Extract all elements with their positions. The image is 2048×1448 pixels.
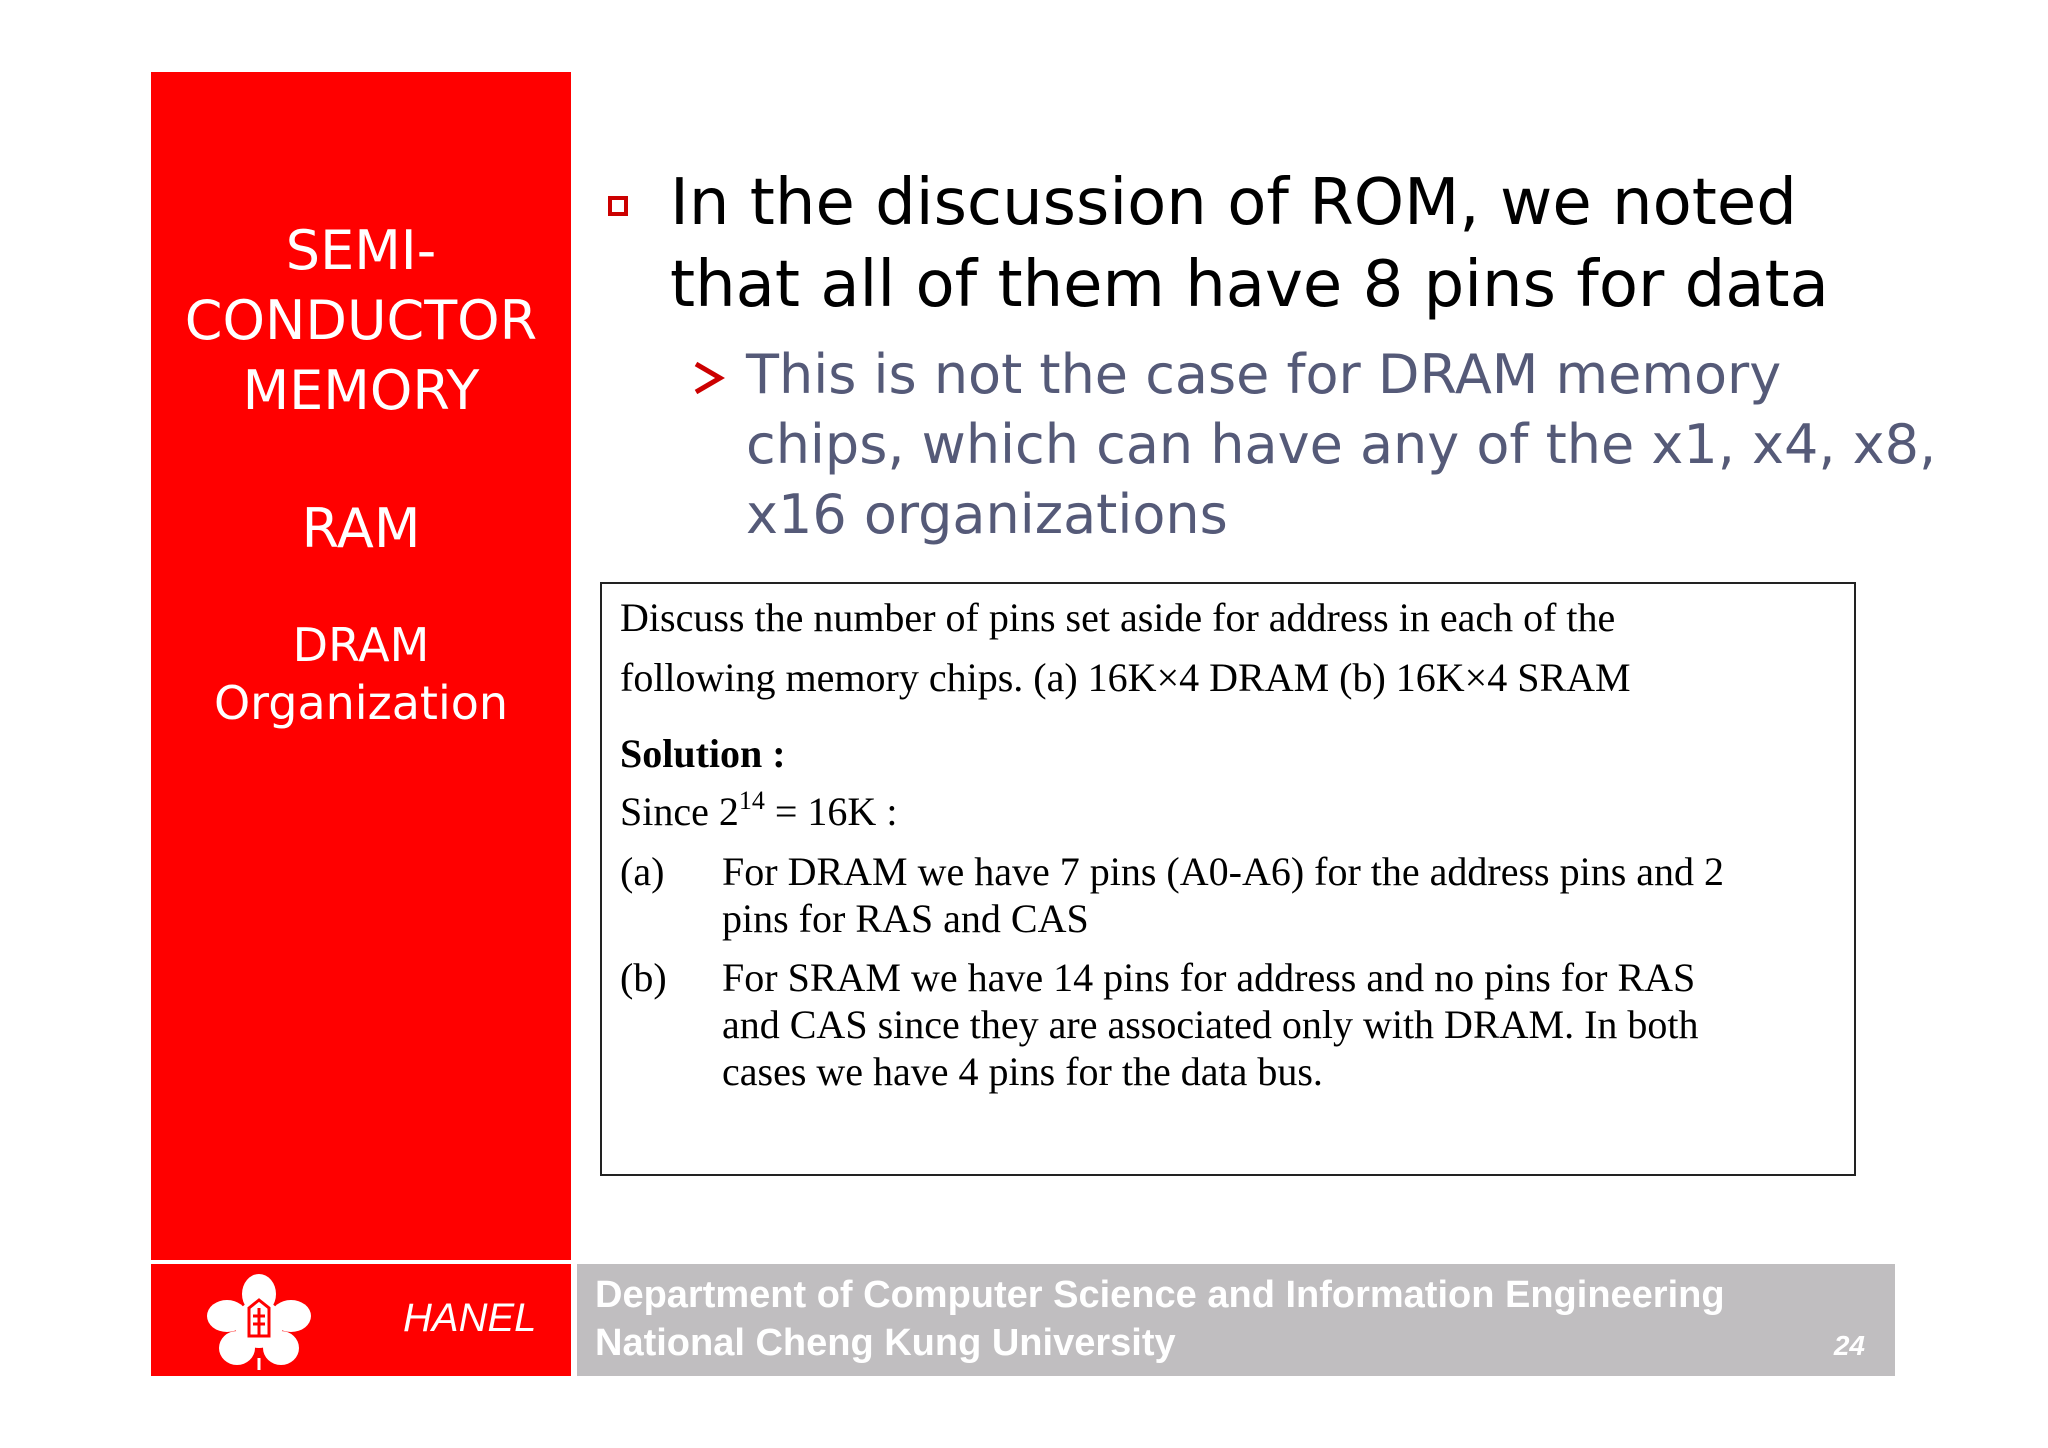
main-bullet-line: that all of them have 8 pins for data bbox=[670, 248, 1829, 322]
author-name: HANEL bbox=[403, 1296, 537, 1340]
question-line: Discuss the number of pins set aside for address in each of the bbox=[620, 595, 1616, 640]
item-label: (a) bbox=[620, 849, 665, 894]
university-name: National Cheng Kung University bbox=[595, 1322, 1176, 1364]
sidebar-subsection-line: Organization bbox=[213, 676, 509, 730]
since-prefix: Since 2 bbox=[620, 789, 739, 834]
footer-left bbox=[151, 1264, 571, 1376]
question-line: following memory chips. (a) 16K×4 DRAM (b) 16K×4 SRAM bbox=[620, 655, 1631, 700]
main-bullet-line: In the discussion of ROM, we noted bbox=[670, 166, 1797, 240]
sidebar-subsection-line: DRAM bbox=[292, 618, 430, 672]
since-suffix: = 16K : bbox=[764, 789, 898, 834]
item-line: cases we have 4 pins for the data bus. bbox=[722, 1049, 1323, 1094]
footer-right bbox=[577, 1264, 1895, 1376]
item-label: (b) bbox=[620, 955, 667, 1000]
item-line: pins for RAS and CAS bbox=[722, 896, 1089, 941]
arrowhead-bullet-icon bbox=[690, 356, 730, 400]
since-exponent: 14 bbox=[738, 786, 765, 815]
sub-bullet-line: This is not the case for DRAM memory bbox=[746, 343, 1782, 406]
item-line: For SRAM we have 14 pins for address and no pins for RAS bbox=[722, 955, 1696, 1000]
sub-bullet-line: x16 organizations bbox=[746, 483, 1228, 546]
example-box bbox=[600, 582, 1856, 1176]
department-name: Department of Computer Science and Information Engineering bbox=[595, 1274, 1725, 1316]
hollow-square-bullet-icon bbox=[608, 196, 628, 216]
since-line bbox=[620, 788, 897, 836]
page-number: 24 bbox=[1833, 1330, 1865, 1361]
sidebar-title-line: SEMI- bbox=[285, 219, 437, 282]
sidebar-title-line: MEMORY bbox=[242, 359, 480, 422]
item-line: For DRAM we have 7 pins (A0-A6) for the address pins and 2 bbox=[722, 849, 1725, 894]
sub-bullet-line: chips, which can have any of the x1, x4, x8, bbox=[746, 413, 1937, 476]
sidebar bbox=[151, 72, 571, 1260]
solution-label: Solution : bbox=[620, 731, 786, 776]
sidebar-section: RAM bbox=[301, 497, 421, 560]
university-emblem-icon bbox=[201, 1272, 317, 1372]
item-line: and CAS since they are associated only with DRAM. In both bbox=[722, 1002, 1699, 1047]
sidebar-title-line: CONDUCTOR bbox=[184, 289, 538, 352]
